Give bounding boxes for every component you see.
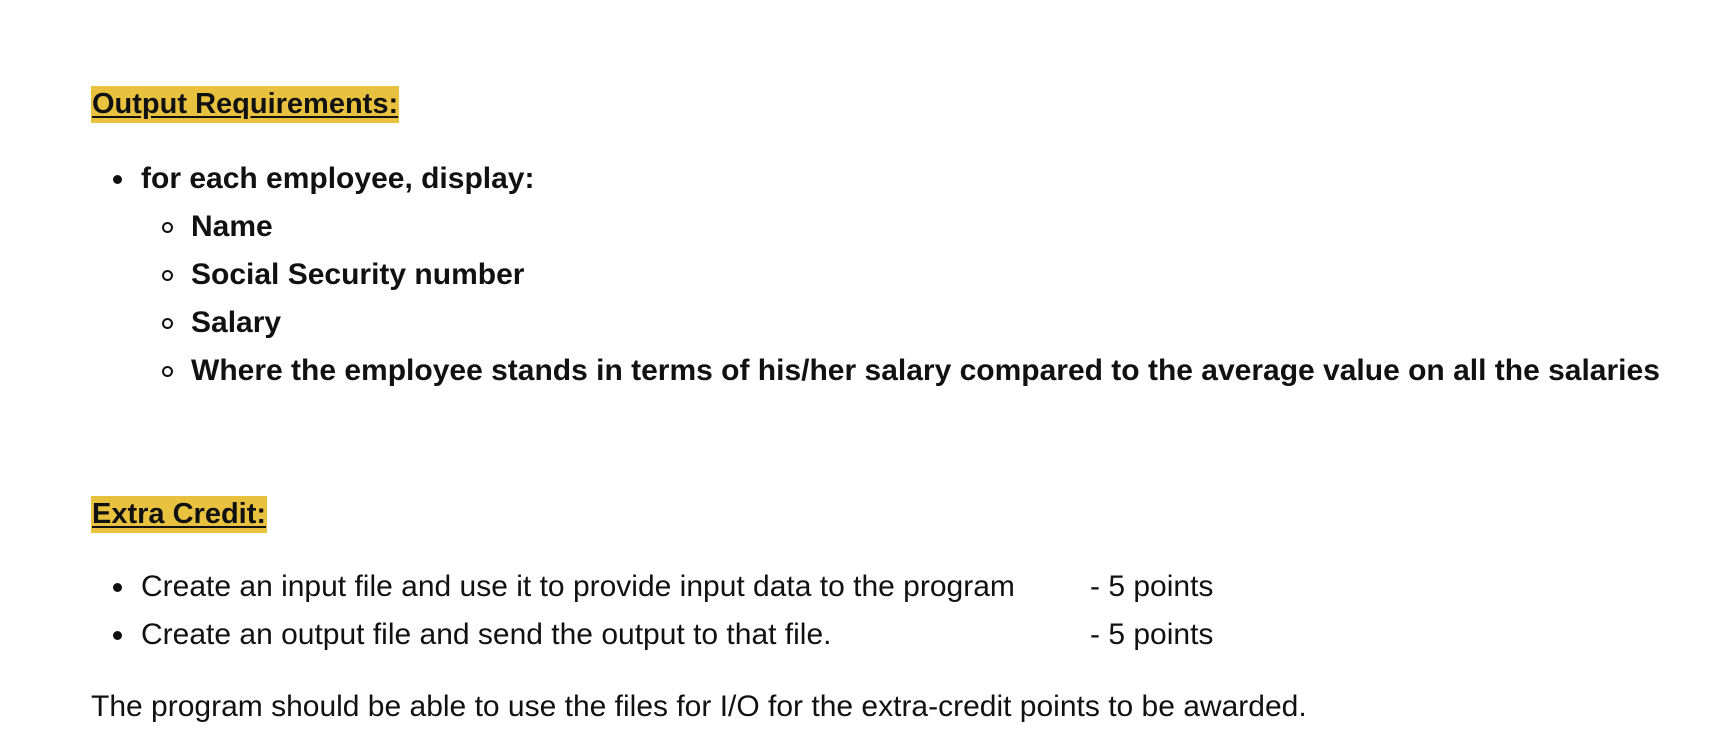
bullet-disc-icon [113,583,122,592]
bullet-circle-icon [162,366,173,377]
sub-list-item-text: Salary [191,306,282,339]
bullet-circle-icon [162,270,173,281]
extra-credit-points: - 5 points [1090,570,1214,603]
bullet-circle-icon [162,318,173,329]
extra-credit-item-text: Create an output file and send the output to that file. [141,618,832,651]
bullet-disc-icon [113,175,122,184]
sub-list-item-text: Name [191,210,273,243]
sub-list-item-text: Social Security number [191,258,525,291]
output-requirements-heading: Output Requirements: [91,86,399,123]
bullet-circle-icon [162,222,173,233]
extra-credit-points: - 5 points [1090,618,1214,651]
list-item-text: for each employee, display: [141,162,535,195]
bullet-disc-icon [113,631,122,640]
extra-credit-heading: Extra Credit: [91,496,267,533]
sub-list-item-text: Where the employee stands in terms of his/her salary compared to the average value on all the salaries [191,354,1660,387]
extra-credit-note: The program should be able to use the files for I/O for the extra-credit points to be awarded. [91,690,1307,723]
extra-credit-item-text: Create an input file and use it to provide input data to the program [141,570,1015,603]
